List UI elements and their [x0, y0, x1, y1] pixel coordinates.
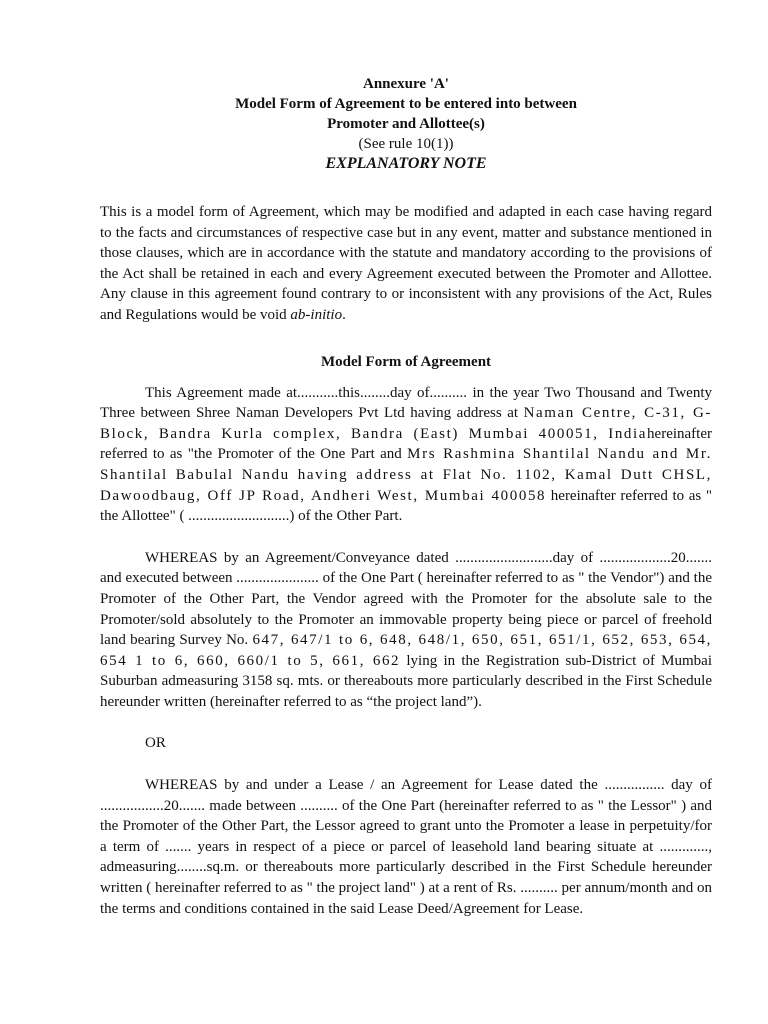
agreement-paragraph: [100, 383, 712, 527]
document-page: [100, 74, 712, 919]
intro-text: This is a model form of Agreement, which may be modified and adapted in each case having regard to the facts and circumstances of respective case but in any event, matter and substance mentioned in those clauses, which are in accordance with the statute and mandatory according to the provisions of the Act shall be retained in each and every Agreement executed between the Promoter and Allottee. Any clause in this agreement found contrary to or inconsistent with any provisions of the Act, Rules and Regulations would be void: [100, 204, 712, 323]
agreement-title-line1: Model Form of Agreement to be entered into between: [235, 96, 577, 112]
agreement-part1: This Agreement made at...........this........day of.......... in the year Two Thousand and Twenty Three between Shree Naman Developers Pvt Ltd having address at: [100, 384, 712, 422]
whereas1-part2: lying in the Registration sub-District of Mumbai Suburban admeasuring 3158 sq. mts. or thereabouts more particularly described in the First Schedule hereunder written (hereinafter referred to as “the project land”).: [100, 652, 712, 710]
allottee-names: Mrs Rashmina Shantilal Nandu and Mr. Shantilal Babulal Nandu having address at Flat No. 1102, Kamal Dutt CHSL, Dawoodbaug, Off JP Road, Andheri West, Mumbai 400058: [100, 446, 712, 504]
survey-numbers: 647, 647/1 to 6, 648, 648/1, 650, 651, 651/1, 652, 653, 654, 654 1 to 6, 660, 660/1 to 5, 661, 662: [100, 632, 712, 669]
whereas-lease-paragraph: WHEREAS by and under a Lease / an Agreement for Lease dated the ................ day of .................20....... made between .......... of the One Part (hereinafter referred to as " the Lessor" ) and the Promoter of the Other Part, the Lessor agreed to grant unto the Promoter a lease in perpetuity/for a term of ....... years in respect of a piece or parcel of leasehold land bearing situate at ............., admeasuring........sq.m. or thereabouts more particularly described in the First Schedule hereunder written ( hereinafter referred to as " the project land" ) at a rent of Rs. .......... per annum/month and on the terms and conditions contained in the said Lease Deed/Agreement for Lease.: [100, 777, 712, 917]
intro-italic-term: ab-initio: [290, 306, 343, 323]
agreement-part3: hereinafter referred to as " the Allottee" ( ...........................) of the Other Part.: [100, 487, 712, 525]
whereas1-part1: WHEREAS by an Agreement/Conveyance dated ..........................day of ...................20....... and executed between ...................... of the One Part ( hereinafter referred to as " the Vendor") and the Promoter of the Other Part, the Vendor agreed with the Promoter for the absolute sale to the Promoter/sold absolutely to the Promoter an immovable property being piece or parcel of freehold land bearing Survey No.: [100, 549, 712, 649]
annexure-title: Annexure 'A': [363, 76, 449, 92]
explanatory-note-heading: EXPLANATORY NOTE: [325, 155, 487, 172]
or-separator: OR: [145, 735, 166, 752]
document-header: [100, 74, 712, 174]
agreement-title-line2: Promoter and Allottee(s): [327, 116, 485, 132]
agreement-part2: hereinafter referred to as "the Promoter of the One Part and: [100, 425, 712, 463]
promoter-address: Naman Centre, C-31, G-Block, Bandra Kurla complex, Bandra (East) Mumbai 400051, India: [100, 405, 712, 442]
intro-paragraph: [100, 202, 712, 326]
rule-reference: (See rule 10(1)): [358, 136, 454, 152]
intro-end: .: [342, 306, 346, 323]
section-title: Model Form of Agreement: [320, 353, 492, 370]
whereas-conveyance-paragraph: [100, 548, 712, 713]
